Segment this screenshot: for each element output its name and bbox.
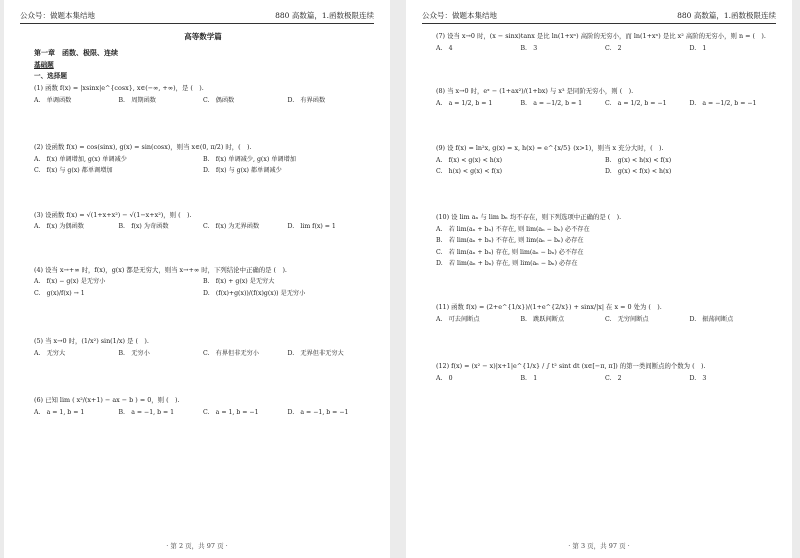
page-footer: · 第 3 页，共 97 页 · <box>568 542 630 550</box>
question-stem: (6) 已知 lim ( x²/(x+1) − ax − b ) = 0，则 ( ). <box>34 396 180 405</box>
option-a: A. 若 lim(aₙ + bₙ) 不存在, 则 lim(aₙ − bₙ) 必不存在 <box>436 226 590 233</box>
option-group <box>436 45 774 53</box>
option-b: B. 周期函数 <box>118 96 156 104</box>
question-7 <box>436 32 774 53</box>
option-group <box>436 316 774 324</box>
question-stem: (12) f(x) = (x² − x)|x+1|e^{1/x} / ∫ t² sint dt (x∈[−π, π]) 的第一类间断点的个数为 ( ). <box>436 362 706 371</box>
option-b: B. f(x) 为奇函数 <box>118 223 169 231</box>
option-a: A. f(x) < g(x) < h(x) <box>436 156 503 164</box>
option-a: A. 0 <box>436 375 453 383</box>
option-group <box>34 97 372 105</box>
left-content <box>34 28 372 417</box>
page-footer: · 第 2 页，共 97 页 · <box>166 542 228 550</box>
option-b: B. a = −1, b = 1 <box>118 408 175 416</box>
option-b: B. 无穷小 <box>118 349 150 357</box>
option-d: D. 有界函数 <box>287 96 326 104</box>
question-stem: (10) 设 lim aₙ 与 lim bₙ 均不存在，则下列选项中正确的是 ( ). <box>436 213 622 222</box>
option-d: D. 1 <box>689 44 707 52</box>
part-title: 一、选择题 <box>34 72 67 81</box>
option-d: D. 3 <box>689 375 707 383</box>
question-stem: (2) 设函数 f(x) = cos(sinx), g(x) = sin(cosx)，则当 x∈(0, π/2) 时，( ). <box>34 143 252 152</box>
option-group <box>34 278 372 301</box>
right-page <box>406 0 792 558</box>
option-a: A. f(x) 为偶函数 <box>34 223 84 231</box>
question-stem: (3) 设函数 f(x) = √(1+x+x²) − √(1−x+x²)，则 ( ). <box>34 210 192 219</box>
option-a: A. 4 <box>436 44 453 52</box>
option-b: B. a = −1/2, b = 1 <box>520 99 583 107</box>
option-d: D. g(x) < f(x) < h(x) <box>605 168 672 175</box>
header-chapter: 880 高数篇，1.函数极限连续 <box>677 11 776 20</box>
option-c: C. h(x) < g(x) < f(x) <box>436 168 503 175</box>
option-b: B. g(x) < h(x) < f(x) <box>605 156 672 164</box>
section-title: 基础题 <box>34 60 54 69</box>
option-d: D. f(x) 与 g(x) 都单调减少 <box>203 167 282 175</box>
option-d: D. lim f(x) = 1 <box>287 223 336 231</box>
option-a: A. 单调函数 <box>34 96 72 104</box>
right-content <box>436 28 774 383</box>
question-stem: (1) 函数 f(x) = |xsinx|e^{cosx}, x∈(−∞, +∞)，是 ( ). <box>34 84 204 93</box>
question-12 <box>436 362 774 383</box>
page-header <box>422 9 776 24</box>
option-group <box>34 409 372 417</box>
question-stem: (11) 函数 f(x) = (2+e^{1/x})/(1+e^{2/x}) + sinx/|x| 在 x = 0 处为 ( ). <box>436 303 662 312</box>
doc-title: 高等数学篇 <box>184 32 222 41</box>
option-c: C. 有界但非无穷小 <box>203 349 259 357</box>
option-c: C. 无穷间断点 <box>605 316 649 324</box>
question-6 <box>34 396 372 417</box>
option-c: C. f(x) 与 g(x) 都单调增加 <box>34 167 113 175</box>
option-d: D. a = −1, b = −1 <box>287 408 349 416</box>
left-page <box>4 0 390 558</box>
option-a: A. 无穷大 <box>34 349 66 357</box>
option-group <box>34 350 372 358</box>
option-c: C. 偶函数 <box>203 96 235 104</box>
option-a: A. a = 1/2, b = 1 <box>436 99 493 107</box>
question-4 <box>34 266 372 301</box>
option-c: C. a = 1/2, b = −1 <box>605 99 667 107</box>
option-d: D. (f(x)+g(x))/(f(x)g(x)) 是无穷小 <box>203 289 306 297</box>
question-stem: (8) 当 x→0 时，eˣ − (1+ax²)/(1+bx) 与 x³ 是同阶无穷小，则 ( ). <box>436 87 634 95</box>
option-b: B. 1 <box>520 375 538 383</box>
question-stem: (4) 设当 x→+∞ 时，f(x)，g(x) 都是无穷大，则当 x→+∞ 时，下列结论中正确的是 ( ). <box>34 265 287 274</box>
option-group <box>436 100 774 108</box>
option-a: A. f(x) − g(x) 是无穷小 <box>34 278 106 286</box>
question-3 <box>34 211 372 232</box>
option-c: C. g(x)/f(x) → 1 <box>34 289 85 297</box>
question-8 <box>436 87 774 108</box>
option-d: D. 无界但非无穷大 <box>287 349 344 357</box>
question-5 <box>34 337 372 358</box>
option-b: B. f(x) + g(x) 是无穷大 <box>203 278 275 286</box>
page-header <box>20 9 374 24</box>
question-stem: (7) 设当 x→0 时，(x − sinx)tanx 是比 ln(1+xⁿ) 高阶的无穷小，而 ln(1+xⁿ) 是比 x² 高阶的无穷小，则 n = ( ). <box>436 32 766 40</box>
option-group <box>436 157 774 180</box>
option-c: C. 若 lim(aₙ + bₙ) 存在, 则 lim(aₙ − bₙ) 必不存在 <box>436 248 584 256</box>
question-9 <box>436 144 774 179</box>
option-group <box>34 223 372 231</box>
question-11 <box>436 303 774 324</box>
option-d: D. 若 lim(aₙ + bₙ) 存在, 则 lim(aₙ − bₙ) 必存在 <box>436 260 578 268</box>
option-group <box>34 156 372 179</box>
option-a: A. a = 1, b = 1 <box>34 408 85 416</box>
option-c: C. 2 <box>605 44 622 52</box>
question-10 <box>436 213 774 271</box>
option-group <box>436 226 774 271</box>
option-c: C. 2 <box>605 375 622 383</box>
option-c: C. f(x) 为无界函数 <box>203 223 260 231</box>
question-2 <box>34 143 372 178</box>
question-1 <box>34 84 372 105</box>
header-source: 公众号：做题本集结地 <box>422 11 497 20</box>
option-a: A. f(x) 单调增加, g(x) 单调减少 <box>34 155 127 163</box>
option-a: A. 可去间断点 <box>436 316 480 324</box>
header-chapter: 880 高数篇，1.函数极限连续 <box>275 11 374 20</box>
question-stem: (9) 设 f(x) = ln²x, g(x) = x, h(x) = e^{x/5} (x>1)，则当 x 充分大时，( ). <box>436 144 664 152</box>
header-source: 公众号：做题本集结地 <box>20 11 95 20</box>
option-c: C. a = 1, b = −1 <box>203 408 259 416</box>
option-b: B. 跳跃间断点 <box>520 316 565 324</box>
option-b: B. 3 <box>520 44 538 52</box>
option-b: B. 若 lim(aₙ + bₙ) 不存在, 则 lim(aₙ − bₙ) 必存在 <box>436 237 584 245</box>
option-d: D. 振荡间断点 <box>689 316 734 324</box>
option-b: B. f(x) 单调减少, g(x) 单调增加 <box>203 155 296 163</box>
question-stem: (5) 当 x→0 时，(1/x²) sin(1/x) 是 ( ). <box>34 337 149 346</box>
option-group <box>436 375 774 383</box>
option-d: D. a = −1/2, b = −1 <box>689 99 757 107</box>
chapter-title: 第一章 函数、极限、连续 <box>34 48 118 58</box>
